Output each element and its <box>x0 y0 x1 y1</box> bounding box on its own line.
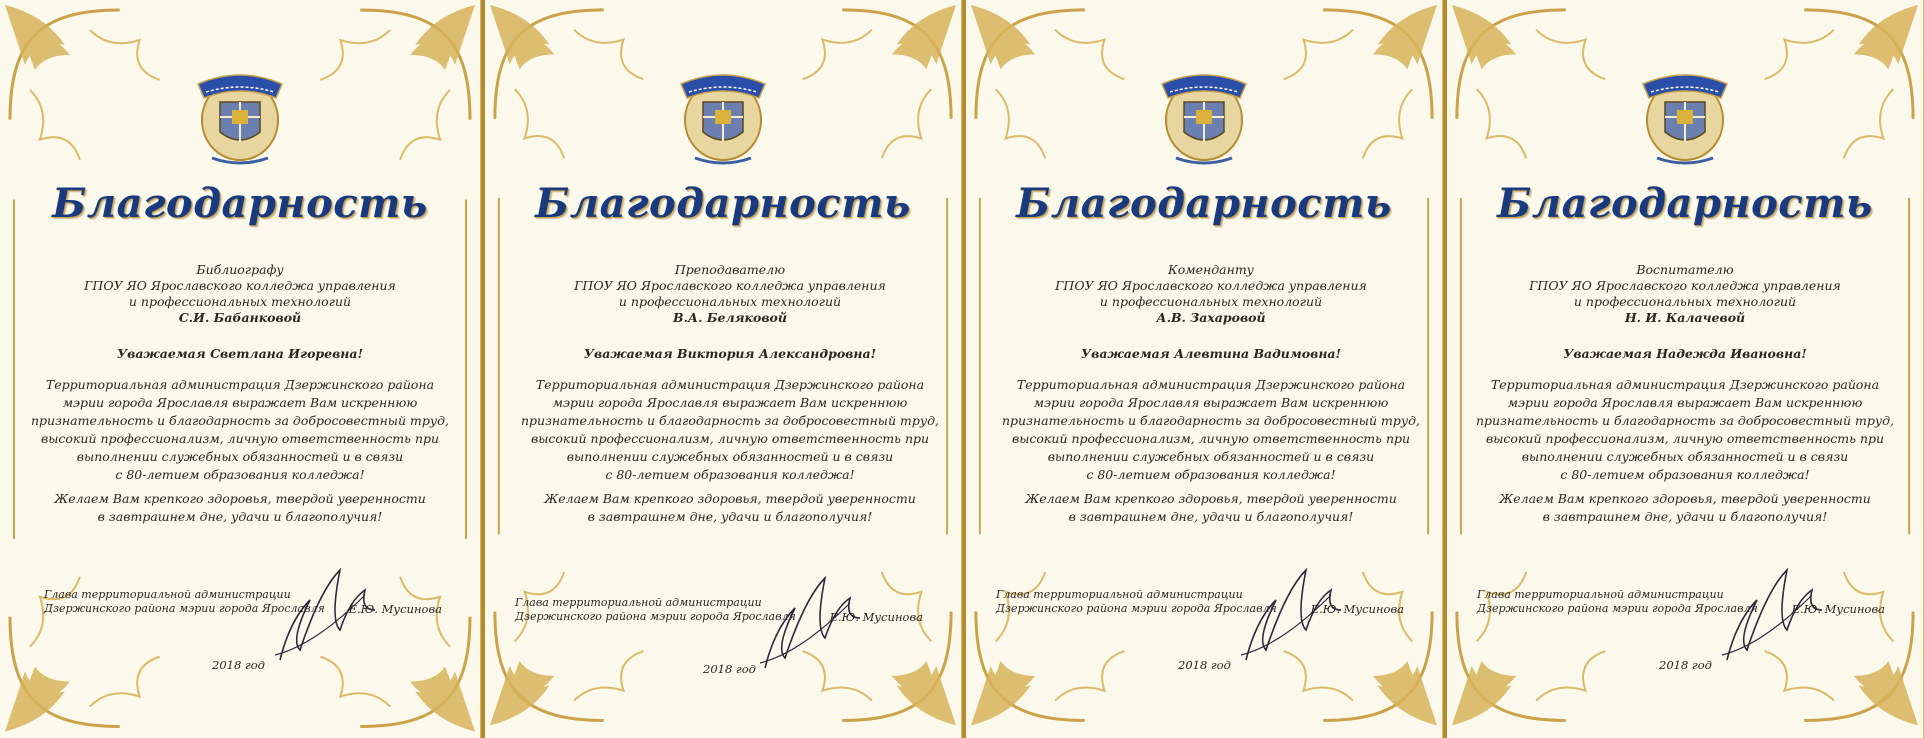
body-line: Территориальная администрация Дзержинского района <box>535 377 925 392</box>
district-emblem <box>1156 62 1252 166</box>
signatory-role-line1: Глава территориальной администрации <box>44 588 291 601</box>
certificate-text <box>980 262 1442 526</box>
wish-line: в завтрашнем дне, удачи и благополучия! <box>1542 509 1828 524</box>
body-line: признательность и благодарность за добросовестный труд, <box>30 413 450 428</box>
body-line: Территориальная администрация Дзержинского района <box>45 377 435 392</box>
signatory-role <box>1477 588 1758 616</box>
body-line: признательность и благодарность за добросовестный труд, <box>1475 413 1895 428</box>
body-line: признательность и благодарность за добросовестный труд, <box>1001 413 1421 428</box>
certificate-text <box>499 262 961 526</box>
recipient-org-line2: и профессиональных технологий <box>618 294 842 309</box>
wish-line: Желаем Вам крепкого здоровья, твердой уверенности <box>544 491 916 506</box>
body-text <box>1447 376 1923 484</box>
certificate <box>1443 0 1924 738</box>
body-line: с 80-летием образования колледжа! <box>115 467 365 482</box>
signatory-name: Е.Ю. Мусинова <box>1791 602 1885 616</box>
certificate-year: 2018 год <box>1178 658 1231 672</box>
recipient-org-line2: и профессиональных технологий <box>1099 294 1323 309</box>
body-line: с 80-летием образования колледжа! <box>1086 467 1336 482</box>
certificate-year: 2018 год <box>703 662 756 676</box>
certificate-text <box>0 262 480 526</box>
signatory-role <box>996 588 1277 616</box>
greeting: Уважаемая Алевтина Вадимовна! <box>1080 346 1342 361</box>
recipient-position: Библиографу <box>196 262 284 277</box>
wish-line: в завтрашнем дне, удачи и благополучия! <box>587 509 873 524</box>
district-emblem <box>675 62 771 166</box>
recipient-org-line1: ГПОУ ЯО Ярославского колледжа управления <box>574 278 886 293</box>
signatory-role-line2: Дзержинского района мэрии города Ярославля <box>1477 602 1758 615</box>
certificate-title: Благодарность <box>52 180 428 227</box>
signatory-name: Е.Ю. Мусинова <box>348 602 442 616</box>
recipient-org-line1: ГПОУ ЯО Ярославского колледжа управления <box>84 278 396 293</box>
signatory-role-line2: Дзержинского района мэрии города Ярославля <box>996 602 1277 615</box>
body-line: признательность и благодарность за добросовестный труд, <box>520 413 940 428</box>
body-line: с 80-летием образования колледжа! <box>605 467 855 482</box>
body-line: выполнении служебных обязанностей и в связи <box>1047 449 1375 464</box>
wish-line: в завтрашнем дне, удачи и благополучия! <box>97 509 383 524</box>
wish-line: Желаем Вам крепкого здоровья, твердой уверенности <box>54 491 426 506</box>
certificate <box>962 0 1443 738</box>
signatory-role-line1: Глава территориальной администрации <box>515 596 762 609</box>
signatory-role-line2: Дзержинского района мэрии города Ярославля <box>515 610 796 623</box>
wish-line: Желаем Вам крепкого здоровья, твердой уверенности <box>1025 491 1397 506</box>
recipient-name: В.А. Беляковой <box>673 310 787 325</box>
signatory-name: Е.Ю. Мусинова <box>1310 602 1404 616</box>
recipient-name: С.И. Бабанковой <box>178 310 302 325</box>
body-line: выполнении служебных обязанностей и в связи <box>1521 449 1849 464</box>
certificate-title: Благодарность <box>535 180 911 227</box>
body-text <box>0 376 480 484</box>
signatory-name: Е.Ю. Мусинова <box>829 610 923 624</box>
certificate-title: Благодарность <box>1016 180 1392 227</box>
body-line: высокий профессионализм, личную ответственность при <box>40 431 440 446</box>
greeting: Уважаемая Светлана Игоревна! <box>116 346 364 361</box>
wish-text <box>0 490 480 526</box>
recipient-name: А.В. Захаровой <box>1156 310 1266 325</box>
body-line: высокий профессионализм, личную ответственность при <box>1011 431 1411 446</box>
body-line: мэрии города Ярославля выражает Вам искреннюю <box>552 395 908 410</box>
certificate-text <box>1447 262 1923 526</box>
body-line: Территориальная администрация Дзержинского района <box>1016 377 1406 392</box>
signatory-role-line1: Глава территориальной администрации <box>1477 588 1724 601</box>
signatory-role <box>515 596 796 624</box>
wish-line: Желаем Вам крепкого здоровья, твердой уверенности <box>1499 491 1871 506</box>
body-text <box>980 376 1442 484</box>
greeting: Уважаемая Надежда Ивановна! <box>1563 346 1807 361</box>
signatory-role-line2: Дзержинского района мэрии города Ярославля <box>44 602 325 615</box>
certificate-year: 2018 год <box>1659 658 1712 672</box>
recipient-org-line1: ГПОУ ЯО Ярославского колледжа управления <box>1055 278 1367 293</box>
recipient-position: Преподавателю <box>674 262 786 277</box>
certificate-year: 2018 год <box>212 658 265 672</box>
wish-text <box>499 490 961 526</box>
greeting: Уважаемая Виктория Александровна! <box>583 346 877 361</box>
signatory-role-line1: Глава территориальной администрации <box>996 588 1243 601</box>
recipient-name: Н. И. Калачевой <box>1624 310 1746 325</box>
district-emblem <box>1637 62 1733 166</box>
body-line: высокий профессионализм, личную ответственность при <box>530 431 930 446</box>
body-line: высокий профессионализм, личную ответственность при <box>1485 431 1885 446</box>
district-emblem <box>192 62 288 166</box>
body-line: мэрии города Ярославля выражает Вам искреннюю <box>1507 395 1863 410</box>
certificate-title: Благодарность <box>1497 180 1873 227</box>
body-text <box>499 376 961 484</box>
recipient-position: Воспитателю <box>1636 262 1734 277</box>
recipient-org-line1: ГПОУ ЯО Ярославского колледжа управления <box>1529 278 1841 293</box>
certificate <box>0 0 481 738</box>
body-line: мэрии города Ярославля выражает Вам искреннюю <box>62 395 418 410</box>
recipient-position: Коменданту <box>1168 262 1254 277</box>
body-line: с 80-летием образования колледжа! <box>1560 467 1810 482</box>
body-line: Территориальная администрация Дзержинского района <box>1490 377 1880 392</box>
recipient-org-line2: и профессиональных технологий <box>128 294 352 309</box>
body-line: мэрии города Ярославля выражает Вам искреннюю <box>1033 395 1389 410</box>
wish-text <box>1447 490 1923 526</box>
wish-text <box>980 490 1442 526</box>
wish-line: в завтрашнем дне, удачи и благополучия! <box>1068 509 1354 524</box>
recipient-org-line2: и профессиональных технологий <box>1573 294 1797 309</box>
certificate <box>481 0 962 738</box>
body-line: выполнении служебных обязанностей и в связи <box>76 449 404 464</box>
body-line: выполнении служебных обязанностей и в связи <box>566 449 894 464</box>
